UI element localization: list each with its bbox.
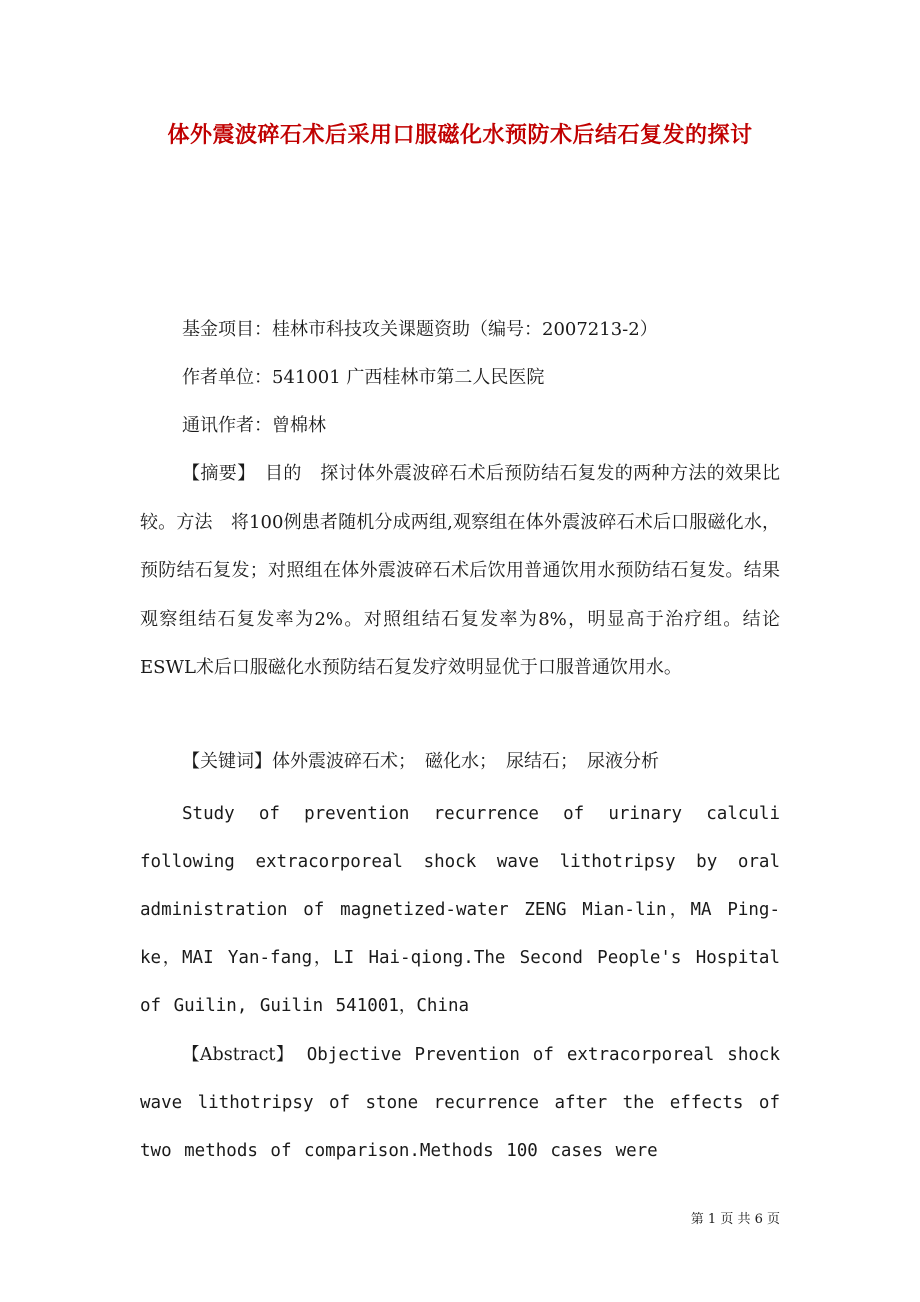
abstract-cn-text: 目的 探讨体外震波碎石术后预防结石复发的两种方法的效果比较。方法 将100例患者随机分成两组,观察组在体外震波碎石术后口服磁化水，预防结石复发；对照组在体外震波碎石术后饮用普通饮用水预防结石复发。结果 观察组结石复发率为2%。对照组结石复发率为8%，明显高于治疗组。结论 ESWL术后口服磁化水预防结石复发疗效明显优于口服普通饮用水。 <box>140 463 798 678</box>
abstract-en <box>140 1031 780 1175</box>
keywords-cn <box>140 738 780 787</box>
author-unit-line: 作者单位：541001 广西桂林市第二人民医院 <box>182 367 545 388</box>
fund-line: 基金项目：桂林市科技攻关课题资助（编号：2007213-2） <box>182 319 658 340</box>
abstract-cn <box>140 450 798 693</box>
abstract-cn-label: 【摘要】 <box>182 463 247 484</box>
english-title-block: Study of prevention recurrence of urinary calculi following extracorporeal shock wave lithotripsy by oral administration of magnetized-water ZENG Mian-lin，MA Ping-ke，MAI Yan-fang，LI Hai-qiong.The Second People's Hospital of Guilin, Guilin 541001，China <box>140 804 780 1016</box>
page-title: 体外震波碎石术后采用口服磁化水预防术后结石复发的探讨 <box>167 122 753 148</box>
page-footer: 第 1 页 共 6 页 <box>690 1212 780 1227</box>
keywords-cn-text: 体外震波碎石术； 磁化水； 尿结石； 尿液分析 <box>272 751 659 772</box>
abstract-en-text: Objective Prevention of extracorporeal shock wave lithotripsy of stone recurrence after the effects of two methods of comparison.Methods 100 cases were <box>140 1045 780 1161</box>
corresponding-author-line: 通讯作者：曾棉林 <box>182 415 326 436</box>
abstract-en-label: 【Abstract】 <box>182 1045 294 1065</box>
keywords-cn-label: 【关键词】 <box>182 751 272 772</box>
